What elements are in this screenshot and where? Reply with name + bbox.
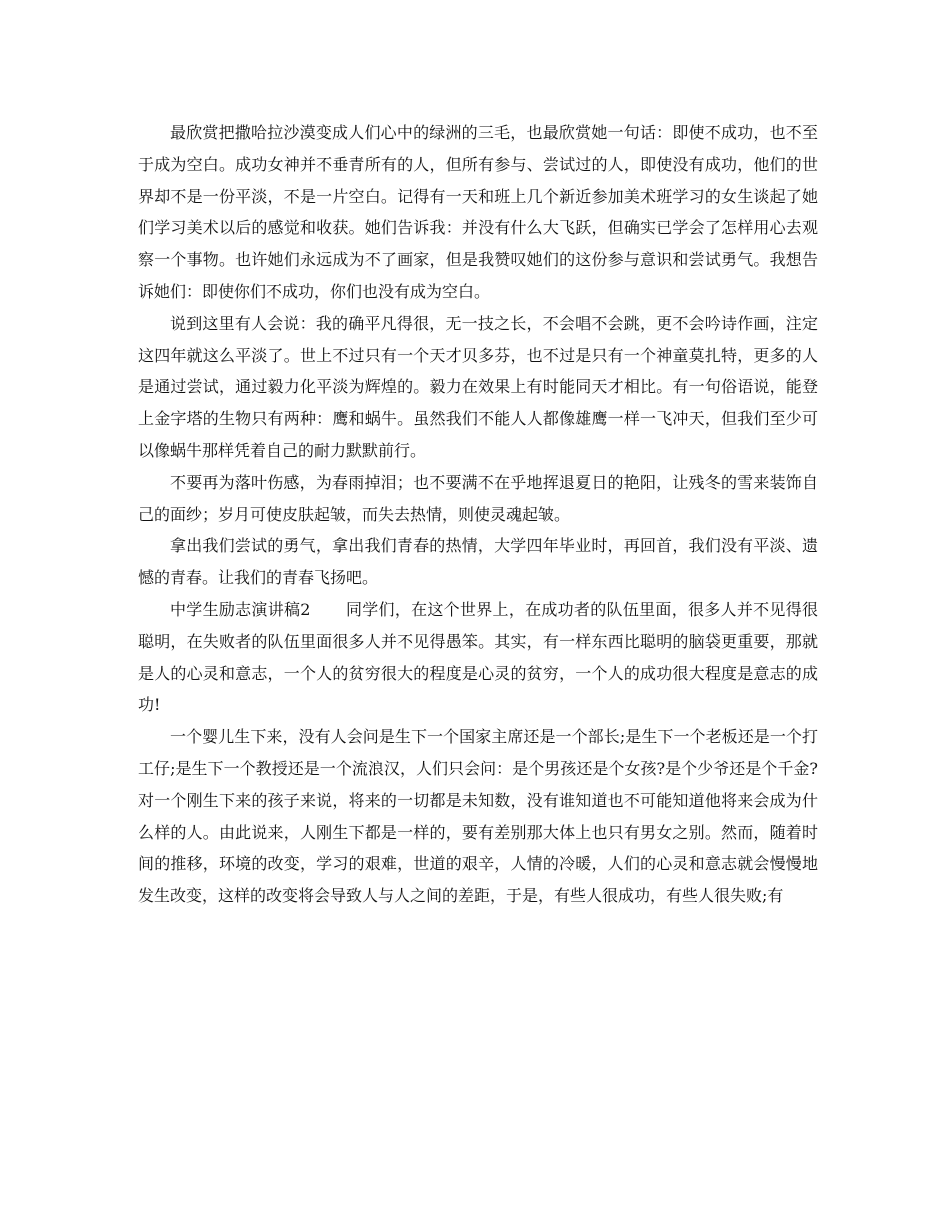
- speech-title: 中学生励志演讲稿2: [170, 599, 311, 619]
- paragraph-youth: 拿出我们尝试的勇气，拿出我们青春的热情，大学四年毕业时，再回首，我们没有平淡、遗憾的青春。让我们的青春飞扬吧。: [138, 536, 818, 588]
- paragraph-speech-2: [138, 594, 818, 721]
- speech-intro: 同学们，在这个世界上，在成功者的队伍里面，很多人并不见得很聪明，在失败者的队伍里面很多人并不见得愚笨。其实，有一样东西比聪明的脑袋更重要，那就是人的心灵和意志，一个人的贫穷很大的程度是心灵的贫穷，一个人的成功很大程度是意志的成功!: [138, 599, 818, 715]
- paragraph-seasons: 不要再为落叶伤感，为春雨掉泪；也不要满不在乎地挥退夏日的艳阳，让残冬的雪来装饰自己的面纱；岁月可使皮肤起皱，而失去热情，则使灵魂起皱。: [138, 472, 818, 524]
- paragraph-perseverance: 说到这里有人会说：我的确平凡得很，无一技之长，不会唱不会跳，更不会吟诗作画，注定这四年就这么平淡了。世上不过只有一个天才贝多芬，也不过是只有一个神童莫扎特，更多的人是通过尝试，通过毅力化平淡为辉煌的。毅力在效果上有时能同天才相比。有一句俗语说，能登上金字塔的生物只有两种：鹰和蜗牛。虽然我们不能人人都像雄鹰一样一飞冲天，但我们至少可以像蜗牛那样凭着自己的耐力默默前行。: [138, 313, 818, 460]
- document-body: [138, 117, 818, 912]
- paragraph-sanmao: 最欣赏把撒哈拉沙漠变成人们心中的绿洲的三毛，也最欣赏她一句话：即使不成功，也不至于成为空白。成功女神并不垂青所有的人，但所有参与、尝试过的人，即使没有成功，他们的世界却不是一份平淡，不是一片空白。记得有一天和班上几个新近参加美术班学习的女生谈起了她们学习美术以后的感觉和收获。她们告诉我：并没有什么大飞跃，但确实已学会了怎样用心去观察一个事物。也许她们永远成为不了画家，但是我赞叹她们的这份参与意识和尝试勇气。我想告诉她们：即使你们不成功，你们也没有成为空白。: [138, 123, 818, 301]
- paragraph-infant: 一个婴儿生下来，没有人会问是生下一个国家主席还是一个部长;是生下一个老板还是一个打工仔;是生下一个教授还是一个流浪汉，人们只会问：是个男孩还是个女孩?是个少爷还是个千金?对一个刚生下来的孩子来说，将来的一切都是未知数，没有谁知道也不可能知道他将来会成为什么样的人。由此说来，人刚生下都是一样的，要有差别那大体上也只有男女之别。然而，随着时间的推移，环境的改变，学习的艰难，世道的艰辛，人情的冷暖，人们的心灵和意志就会慢慢地发生改变，这样的改变将会导致人与人之间的差距，于是，有些人很成功，有些人很失败;有: [138, 727, 818, 906]
